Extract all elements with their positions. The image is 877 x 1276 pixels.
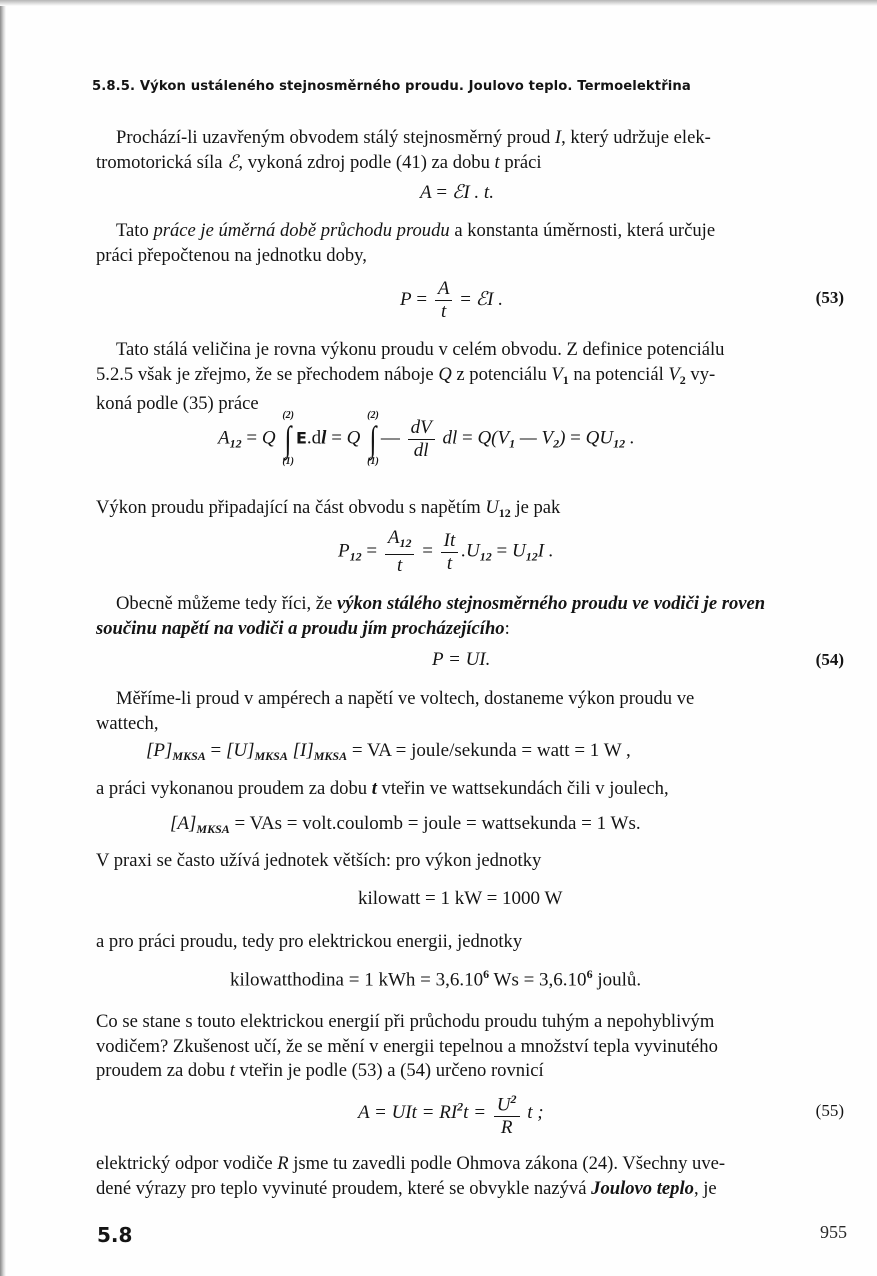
paragraph-line: wattech, <box>96 712 159 734</box>
eq-part: .d <box>306 427 322 449</box>
equation-work <box>420 181 494 204</box>
integral-upper-limit: (2) <box>282 410 294 421</box>
integral-sign: ∫ <box>369 419 377 459</box>
subscript: 12 <box>525 549 538 564</box>
eq-part: [U] <box>225 740 255 761</box>
subscript: MKSA <box>313 749 348 763</box>
integral-lower-limit: (1) <box>282 456 294 467</box>
text: vteřin je podle (53) a (54) určeno rovnicí <box>234 1060 544 1081</box>
paragraph-11 <box>96 1152 846 1201</box>
eq-part: [A] <box>170 813 197 834</box>
eq-part: ℰI . <box>475 288 503 310</box>
text: 5.2.5 však je zřejmo, že se přechodem náboje <box>96 363 439 385</box>
integral <box>282 410 294 468</box>
chapter-number: 5.8 <box>97 1223 133 1247</box>
text: proudem za dobu <box>96 1060 230 1081</box>
superscript: 6 <box>586 967 593 981</box>
paragraph-line <box>96 151 846 176</box>
equation-p12 <box>338 527 554 577</box>
superscript: 2 <box>457 1099 464 1114</box>
fraction <box>385 527 415 577</box>
eq-part: = VA = joule/sekunda = watt = 1 W , <box>347 740 631 761</box>
eq-part: ) <box>559 427 566 449</box>
fraction <box>408 417 435 462</box>
paragraph-line <box>96 1059 846 1084</box>
paragraph-line <box>96 219 846 244</box>
superscript: 2 <box>510 1092 517 1106</box>
eq-part: = <box>205 740 226 761</box>
equation-number-53: (53) <box>815 288 844 307</box>
paragraph-line: Měříme-li proud v ampérech a napětí ve voltech, dostaneme výkon proudu ve <box>116 688 695 709</box>
math-var: U <box>485 497 499 518</box>
eq-part: = <box>411 288 432 310</box>
text: práci <box>499 151 542 173</box>
fraction <box>441 530 459 575</box>
text: a konstanta úměrnosti, která určuje <box>449 220 716 241</box>
equation-kilowatthour <box>230 967 641 991</box>
paragraph-line: Co se stane s touto elektrickou energií při průchodu proudu tuhým a nepohyblivým <box>96 1011 715 1032</box>
numerator <box>494 1088 520 1117</box>
paragraph-line <box>96 1152 846 1177</box>
integral-sign: ∫ <box>284 419 292 459</box>
paragraph-line: V praxi se často užívá jednotek větších: pro výkon jednotky <box>96 850 542 871</box>
denominator: t <box>446 552 453 574</box>
paragraph-1 <box>96 126 846 175</box>
eq-part: U <box>496 1094 511 1116</box>
text: , je <box>693 1177 717 1199</box>
eq-part: — <box>380 427 405 449</box>
text: je pak <box>510 497 561 518</box>
math-var: Q <box>438 363 452 385</box>
text: : <box>504 617 510 639</box>
eq-part: t ; <box>522 1102 544 1124</box>
paragraph-9 <box>96 930 846 955</box>
eq-part: = <box>565 427 586 449</box>
integral-upper-limit: (2) <box>367 410 379 421</box>
eq-part: — V <box>515 427 554 449</box>
equation-kilowatt: kilowatt = 1 kW = 1000 W <box>358 888 563 909</box>
subscript: MKSA <box>196 822 230 836</box>
emphasis: Joulovo teplo <box>591 1177 694 1199</box>
eq-part: Ws = 3,6.10 <box>489 969 587 991</box>
subscript: 12 <box>613 436 626 451</box>
denominator: t <box>440 301 447 322</box>
text: na potenciál <box>568 363 669 385</box>
eq-part: A <box>387 527 400 548</box>
math-var: I <box>554 127 562 148</box>
eq-part: Q(V <box>477 427 510 449</box>
subscript: 1 <box>562 372 569 387</box>
subscript: 12 <box>498 506 511 520</box>
paragraph-4 <box>96 496 846 526</box>
eq-part: = <box>457 427 478 449</box>
paragraph-3 <box>96 338 846 417</box>
numerator: dV <box>408 417 435 440</box>
emphasis: práce je úměrná době průchodu proudu <box>153 220 450 241</box>
integral <box>367 410 379 468</box>
text: tromotorická síla <box>96 151 228 173</box>
numerator: It <box>441 530 459 553</box>
eq-part: U <box>511 540 526 562</box>
paragraph-line: koná podle (35) práce <box>96 393 259 414</box>
fraction <box>435 278 453 323</box>
equation-units-work <box>170 813 641 837</box>
eq-part: kilowatthodina = 1 kWh = 3,6.10 <box>230 969 484 991</box>
paragraph-5 <box>96 592 846 641</box>
eq-part: dl <box>437 427 458 449</box>
eq-part: t = <box>463 1102 491 1124</box>
eq-part: . <box>625 427 635 449</box>
denominator: t <box>396 555 403 576</box>
denominator: dl <box>413 439 429 461</box>
equation-number-54: (54) <box>815 650 844 669</box>
text: Výkon proudu připadající na část obvodu s napětím <box>96 497 486 518</box>
eq-part: P <box>338 540 350 562</box>
text: a práci vykonanou proudem za dobu <box>96 778 372 799</box>
emphasis: součinu napětí na vodiči a proudu jím procházejícího <box>96 617 505 639</box>
math-var: t <box>229 1060 235 1081</box>
paragraph-line <box>96 777 846 802</box>
paragraph-line <box>96 592 846 617</box>
math-var: V <box>551 363 563 385</box>
paragraph-10 <box>96 1010 846 1084</box>
math-var: V <box>668 363 680 385</box>
vector-e: E <box>295 428 307 448</box>
subscript: MKSA <box>254 749 288 763</box>
paragraph-6 <box>96 687 846 736</box>
equation-55 <box>358 1088 544 1139</box>
eq-part: QU <box>585 427 614 449</box>
subscript: 2 <box>679 372 686 387</box>
vector-l: l <box>321 427 327 449</box>
paragraph-line <box>96 1177 846 1202</box>
eq-part: A = UIt = RI <box>358 1102 458 1124</box>
eq-part: Q <box>346 427 361 449</box>
numerator: A <box>435 278 453 301</box>
math-var: ℰ <box>227 151 239 173</box>
text: Prochází-li uzavřeným obvodem stálý stejnosměrný proud <box>116 127 555 148</box>
denominator: R <box>500 1117 513 1139</box>
subscript: 1 <box>509 436 516 451</box>
eq-part: = <box>326 427 347 449</box>
paragraph-line <box>96 363 846 393</box>
numerator <box>385 527 415 555</box>
paragraph-line <box>96 496 846 526</box>
subscript: 12 <box>479 549 492 564</box>
equation-53 <box>400 278 503 323</box>
math-var: t <box>371 778 377 799</box>
paragraph-line <box>96 126 846 151</box>
eq-part: I <box>537 540 545 562</box>
paragraph-line: vodičem? Zkušenost učí, že se mění v energii tepelnou a množství tepla vyvinutého <box>96 1035 718 1057</box>
text: , který udržuje elek- <box>561 127 711 148</box>
paragraph-line: Tato stálá veličina je rovna výkonu proudu v celém obvodu. Z definice potenciálu <box>116 339 725 360</box>
integral-lower-limit: (1) <box>367 456 379 467</box>
eq-part: = <box>417 540 438 562</box>
paragraph-line: a pro práci proudu, tedy pro elektrickou energii, jednotky <box>96 931 523 952</box>
subscript: 12 <box>399 536 412 550</box>
eq-part: P <box>400 288 412 310</box>
text: Tato <box>116 220 154 241</box>
equation-a12 <box>218 410 635 468</box>
eq-part: = VAs = volt.coulomb = joule = wattsekunda = 1 Ws. <box>229 813 641 834</box>
paragraph-2 <box>96 219 846 268</box>
page-number: 955 <box>820 1222 847 1242</box>
eq-part: = <box>241 427 262 449</box>
fraction <box>494 1088 520 1139</box>
eq-part: Q <box>261 427 276 449</box>
text: dené výrazy pro teplo vyvinuté proudem, které se obvykle nazývá <box>96 1177 592 1199</box>
eq-part: joulů. <box>592 969 642 991</box>
subscript: MKSA <box>172 749 206 763</box>
math-var: R <box>277 1153 289 1174</box>
eq-part: .U <box>461 540 480 562</box>
paragraph-line: práci přepočtenou na jednotku doby, <box>96 244 367 266</box>
text: vteřin ve wattsekundách čili v joulech, <box>376 778 669 799</box>
section-heading: 5.8.5. Výkon ustáleného stejnosměrného proudu. Joulovo teplo. Termoelektřina <box>92 79 691 94</box>
text: vy- <box>685 363 716 385</box>
subscript: 12 <box>229 436 242 451</box>
eq-part: A <box>420 182 432 203</box>
eq-part: = <box>491 540 512 562</box>
emphasis: výkon stálého stejnosměrného proudu ve vodiči je roven <box>336 593 766 614</box>
equation-54: P = UI. <box>432 649 491 670</box>
text: Obecně můžeme tedy říci, že <box>116 593 337 614</box>
superscript: 6 <box>483 967 490 981</box>
eq-part: = <box>455 288 476 310</box>
text: z potenciálu <box>451 363 552 385</box>
paragraph-line <box>96 617 846 642</box>
eq-part: = <box>361 540 382 562</box>
equation-units-power <box>146 740 631 764</box>
text: jsme tu zavedli podle Ohmova zákona (24). Všechny uve- <box>288 1153 726 1174</box>
equation-number-55: (55) <box>815 1101 844 1120</box>
eq-part: ℰI . t. <box>451 182 494 203</box>
paragraph-8 <box>96 849 846 874</box>
eq-part: = <box>431 182 452 203</box>
paragraph-7 <box>96 777 846 802</box>
text: , vykoná zdroj podle (41) za dobu <box>238 151 495 173</box>
eq-part: A <box>218 427 230 449</box>
eq-part: . <box>544 540 554 562</box>
text: elektrický odpor vodiče <box>96 1153 278 1174</box>
eq-part: [I] <box>287 740 314 761</box>
eq-part: [P] <box>146 740 173 761</box>
subscript: 2 <box>553 436 560 451</box>
math-var: t <box>494 151 500 173</box>
subscript: 12 <box>349 549 362 564</box>
